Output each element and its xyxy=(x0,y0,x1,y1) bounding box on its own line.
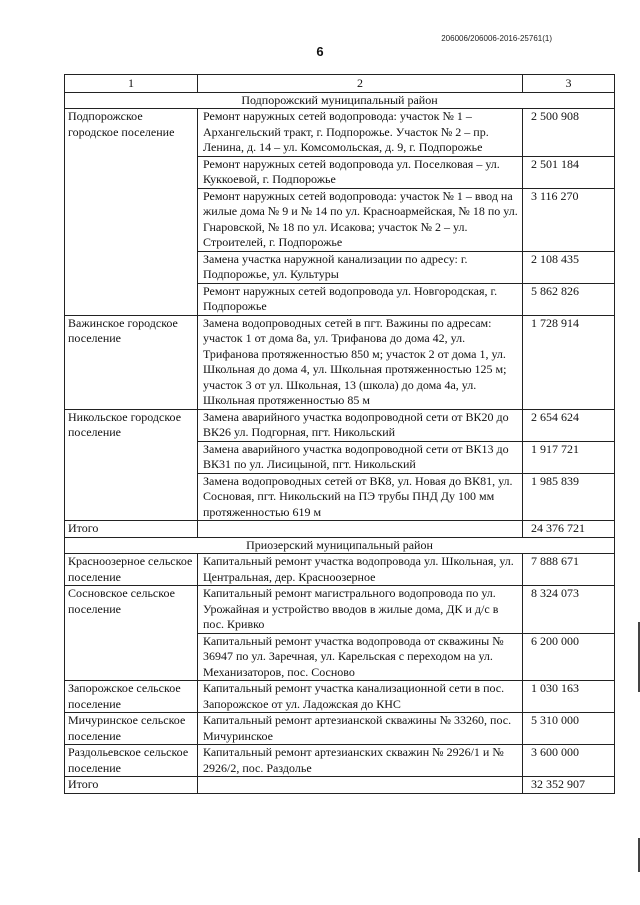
section-row xyxy=(65,537,615,554)
table-row xyxy=(65,554,615,586)
work-description: Ремонт наружных сетей водопровода ул. Новгородская, г. Подпорожье xyxy=(198,283,523,315)
amount: 1 728 914 xyxy=(523,315,615,409)
work-description: Капитальный ремонт артезианских скважин № 2926/1 и № 2926/2, пос. Раздолье xyxy=(198,745,523,777)
total-empty-cell xyxy=(198,521,523,538)
total-amount: 24 376 721 xyxy=(523,521,615,538)
amount: 6 200 000 xyxy=(523,633,615,681)
settlement-name: Красноозерное сельское поселение xyxy=(65,554,198,586)
work-description: Капитальный ремонт магистрального водопровода по ул. Урожайная и устройство вводов в жилые дома, ДК и д/с в пос. Кривко xyxy=(198,586,523,634)
header-col-2: 2 xyxy=(198,75,523,93)
amount: 2 501 184 xyxy=(523,156,615,188)
table-row xyxy=(65,409,615,441)
table-row xyxy=(65,681,615,713)
settlement-name: Подпорожское городское поселение xyxy=(65,109,198,316)
amount: 5 310 000 xyxy=(523,713,615,745)
work-description: Ремонт наружных сетей водопровода ул. Поселковая – ул. Куккоевой, г. Подпорожье xyxy=(198,156,523,188)
amount: 5 862 826 xyxy=(523,283,615,315)
work-description: Капитальный ремонт участка водопровода от скважины № 36947 по ул. Заречная, ул. Карельская с переходом на ул. Механизаторов, пос. Сосново xyxy=(198,633,523,681)
amount: 3 116 270 xyxy=(523,188,615,251)
work-description: Замена аварийного участка водопроводной сети от ВК13 до ВК31 по ул. Лисицыной, пгт. Никольский xyxy=(198,441,523,473)
work-description: Капитальный ремонт участка канализационной сети в пос. Запорожское от ул. Ладожская до КНС xyxy=(198,681,523,713)
total-label: Итого xyxy=(65,521,198,538)
section-title: Приозерский муниципальный район xyxy=(65,537,615,554)
work-description: Ремонт наружных сетей водопровода: участок № 1 – Архангельский тракт, г. Подпорожье. Участок № 2 – пр. Ленина, д. 14 – ул. Комсомольская, д. 9, г. Подпорожье xyxy=(198,109,523,157)
amount: 2 654 624 xyxy=(523,409,615,441)
work-description: Замена водопроводных сетей в пгт. Важины по адресам: участок 1 от дома 8а, ул. Трифанова до дома 42, ул. Трифанова протяженностью 850 м; участок 2 от дома 1, ул. Школьная до дома 4, ул. Школьная протяженностью 125 м; участок 3 от ул. Школьная, 13 (школа) до дома 4а, ул. Школьная протяженностью 85 м xyxy=(198,315,523,409)
work-description: Ремонт наружных сетей водопровода: участок № 1 – ввод на жилые дома № 9 и № 14 по ул. Красноармейская, № 18 по ул. Гнаровской, № 18 по ул. Исакова; участок № 2 – ул. Строителей, г. Подпорожье xyxy=(198,188,523,251)
work-description: Капитальный ремонт участка водопровода ул. Школьная, ул. Центральная, дер. Красноозерное xyxy=(198,554,523,586)
settlement-name: Сосновское сельское поселение xyxy=(65,586,198,681)
settlement-name: Раздольевское сельское поселение xyxy=(65,745,198,777)
header-col-1: 1 xyxy=(65,75,198,93)
total-label: Итого xyxy=(65,777,198,794)
amount: 7 888 671 xyxy=(523,554,615,586)
page-number: 6 xyxy=(316,44,324,59)
table-row xyxy=(65,315,615,409)
funding-table xyxy=(64,74,615,794)
amount: 1 917 721 xyxy=(523,441,615,473)
work-description: Замена аварийного участка водопроводной сети от ВК20 до ВК26 ул. Подгорная, пгт. Никольский xyxy=(198,409,523,441)
amount: 2 108 435 xyxy=(523,251,615,283)
table-row xyxy=(65,745,615,777)
total-row xyxy=(65,521,615,538)
amount: 3 600 000 xyxy=(523,745,615,777)
settlement-name: Важинское городское поселение xyxy=(65,315,198,409)
settlement-name: Никольское городское поселение xyxy=(65,409,198,521)
table-row xyxy=(65,109,615,157)
table-row xyxy=(65,586,615,634)
document-id: 206006/206006-2016-25761(1) xyxy=(441,34,552,43)
work-description: Капитальный ремонт артезианской скважины № 33260, пос. Мичуринское xyxy=(198,713,523,745)
table-row xyxy=(65,713,615,745)
table-header-row xyxy=(65,75,615,93)
section-title: Подпорожский муниципальный район xyxy=(65,92,615,109)
amount: 2 500 908 xyxy=(523,109,615,157)
settlement-name: Запорожское сельское поселение xyxy=(65,681,198,713)
total-empty-cell xyxy=(198,777,523,794)
work-description: Замена участка наружной канализации по адресу: г. Подпорожье, ул. Культуры xyxy=(198,251,523,283)
settlement-name: Мичуринское сельское поселение xyxy=(65,713,198,745)
total-amount: 32 352 907 xyxy=(523,777,615,794)
header-col-3: 3 xyxy=(523,75,615,93)
section-row xyxy=(65,92,615,109)
amount: 8 324 073 xyxy=(523,586,615,634)
work-description: Замена водопроводных сетей от ВК8, ул. Новая до ВК81, ул. Сосновая, пгт. Никольский на ПЭ трубы ПНД Ду 100 мм протяженностью 619 м xyxy=(198,473,523,521)
total-row xyxy=(65,777,615,794)
amount: 1 985 839 xyxy=(523,473,615,521)
amount: 1 030 163 xyxy=(523,681,615,713)
